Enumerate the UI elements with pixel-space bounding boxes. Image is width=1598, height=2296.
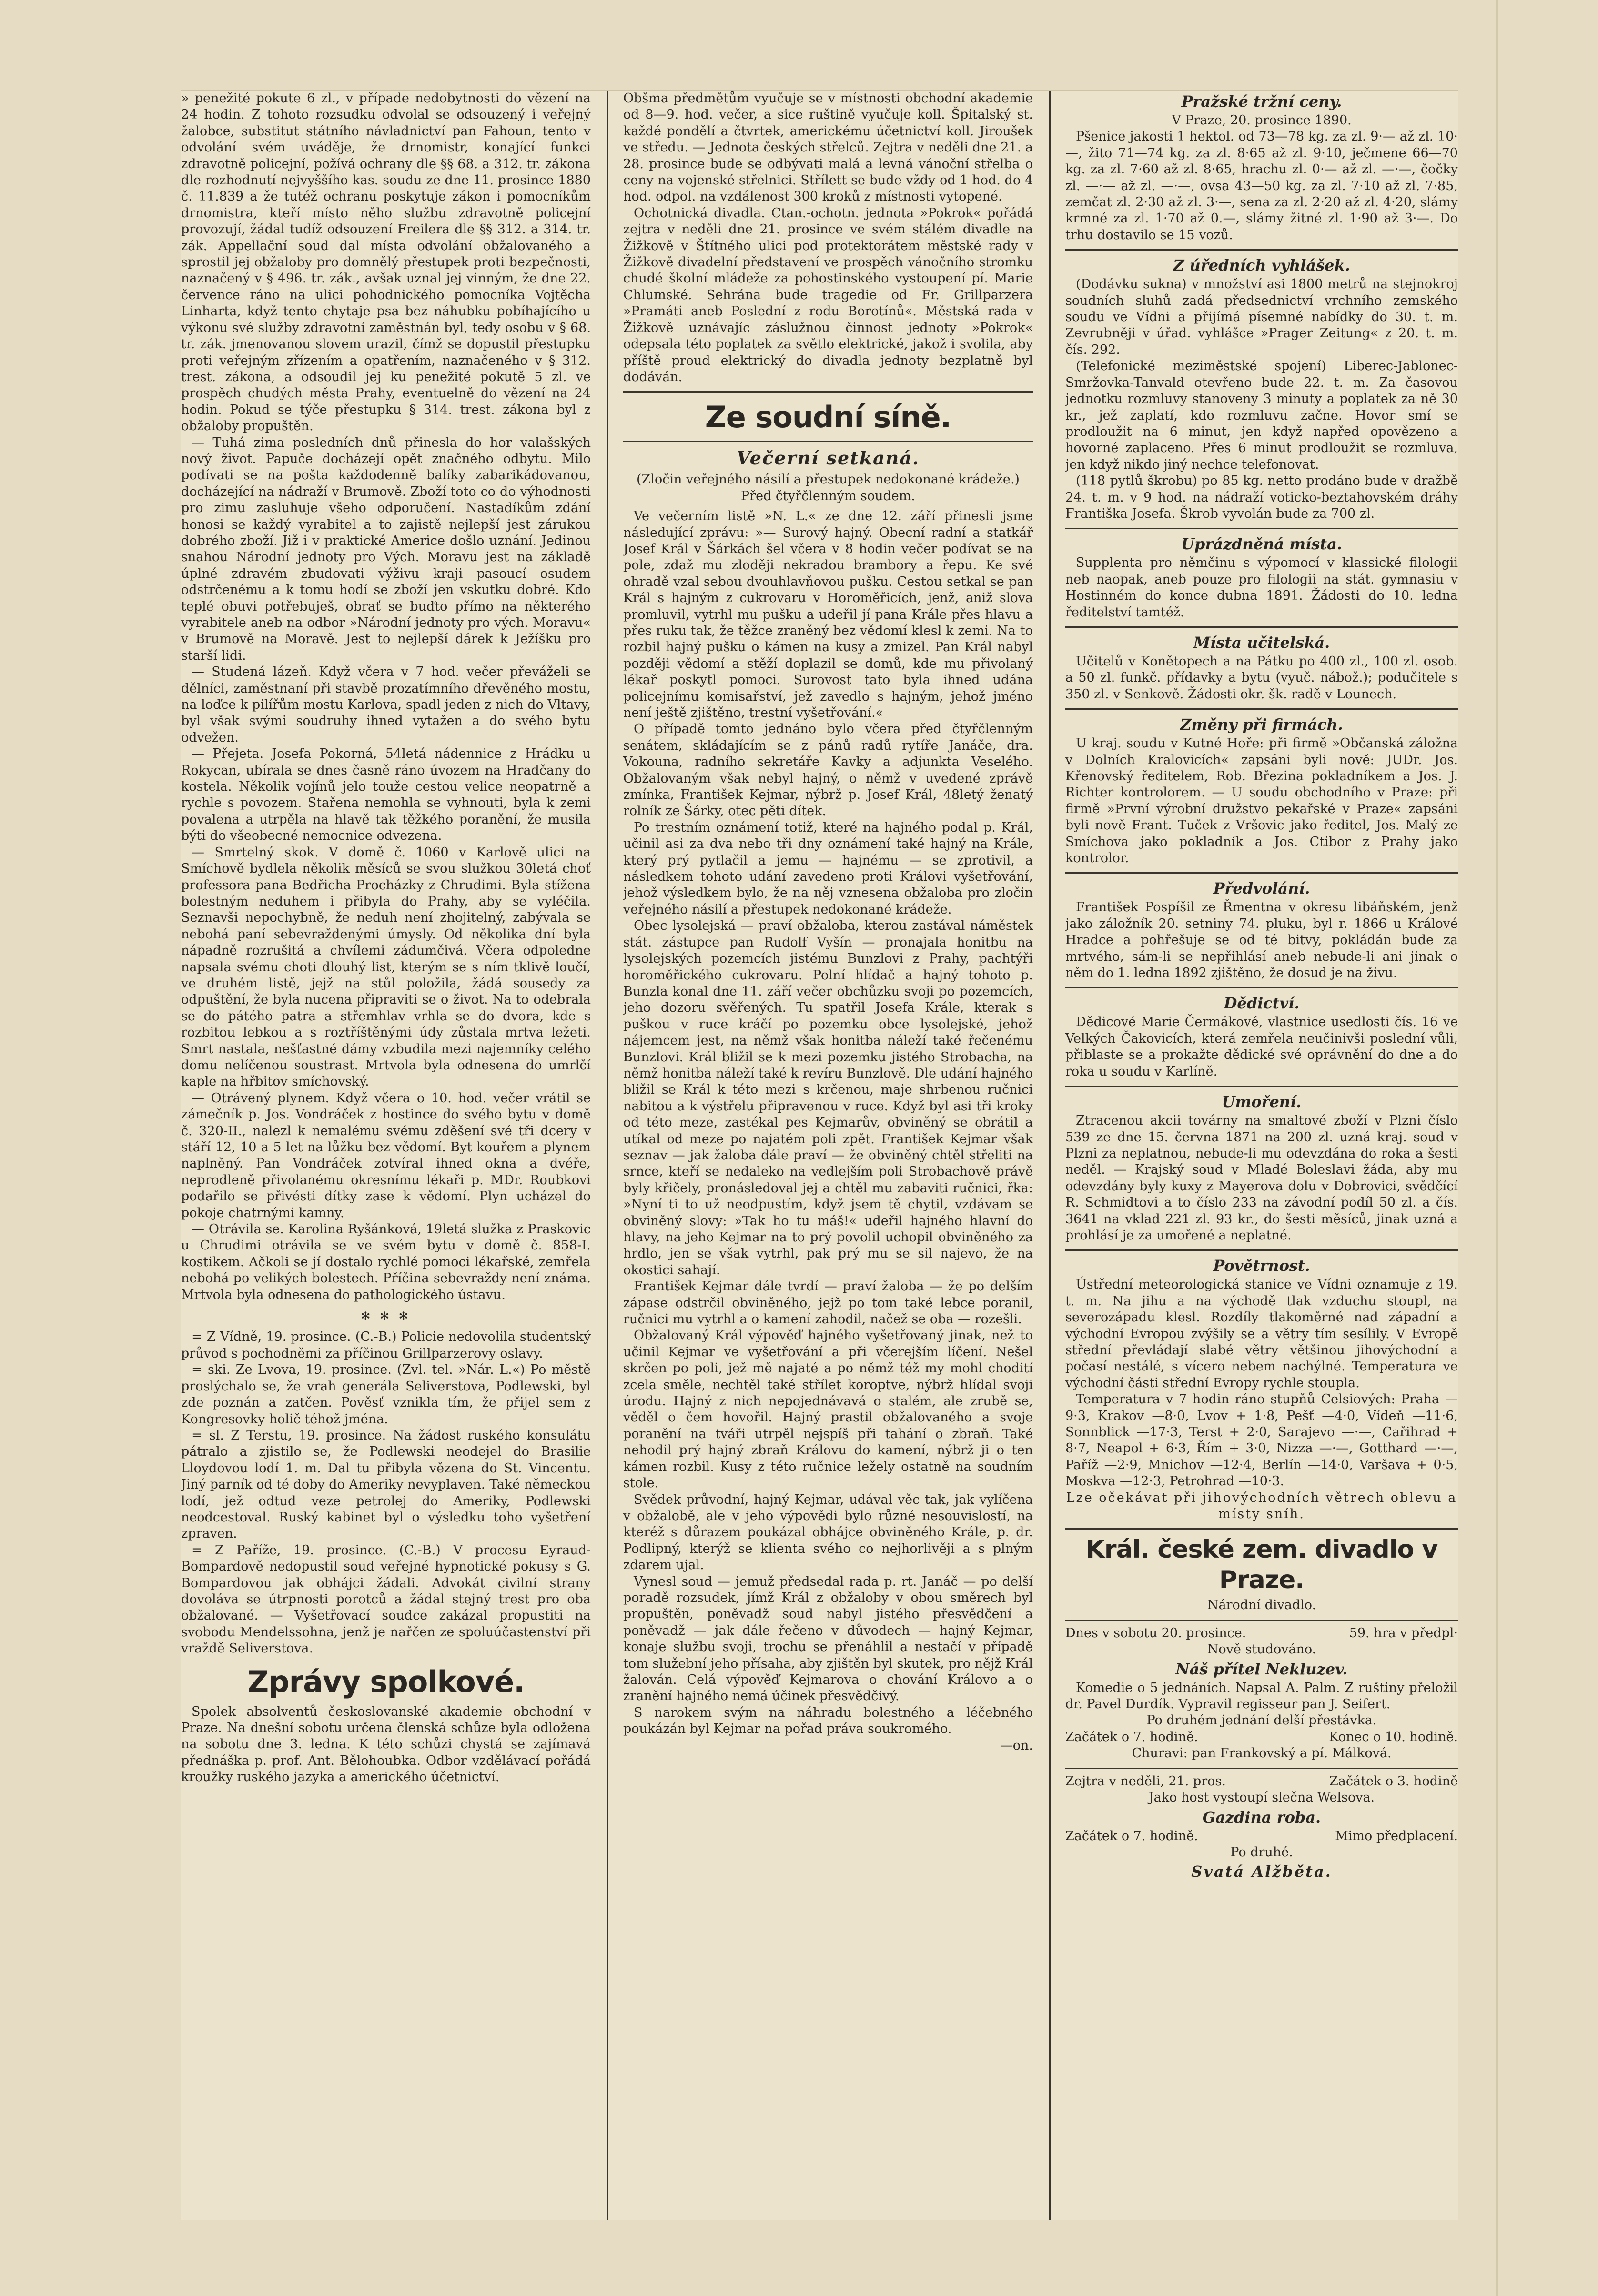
program-subscription: 59. hra v předpl· — [1349, 1625, 1458, 1641]
divider — [1065, 249, 1458, 251]
article-subtitle: (Zločin veřejného násilí a přestupek nedokonané krádeže.) — [637, 472, 1020, 487]
program-end: Konec o 10. hodině. — [1329, 1729, 1458, 1744]
news-item: — Otrávený plynem. Když včera o 10. hod. večer vrátil se zámečník p. Jos. Vondráček z hostince do svého bytu v domě č. 320-II., nalezl k nemalému svému zděšení své tři dcery v stáří 12, 10 a 5 let na lůžku bez vědomí. Byt kouřem a plynem naplněný. Pan Vondráček zotvíral ihned okna a dvéře, neprodleně přivolanému okresnímu lékaři p. MDr. Roubkovi podařilo se přivésti dítky zase k vědomí. Plyn ucházel do pokoje chatrnými kamny. — [181, 1090, 591, 1220]
section-heading: Místa učitelská. — [1193, 633, 1330, 652]
market-prices: Pšenice jakosti 1 hektol. od 73—78 kg. za zl. 9·— až zl. 10·—, žito 71—74 kg. za zl. 8·65 až zl. 9·10, ječmene 66—70 kg. za zl. 7·60 až zl. 8·65, hrachu zl. 0·— až zl. —·—, čočky zl. —·— až zl. —·—, ovsa 43—50 kg. za zl. 7·10 až zl. 7·85, zemčat zl. 2·30 až zl. 3·—, sena za zl. 2·20 až zl. 4·20, slámy krmné za zl. 1·70 až 0.—, slámy žitné zl. 1·90 až 3·—. Do trhu dostavilo se 15 vozů. — [1065, 129, 1458, 242]
divider — [1065, 626, 1458, 628]
article-title: Večerní setkaná. — [736, 447, 920, 469]
program-note: Jako host vystoupí slečna Welsova. — [1148, 1790, 1375, 1805]
section-heading: Změny při firmách. — [1180, 715, 1343, 734]
divider — [1065, 528, 1458, 529]
divider — [1065, 1086, 1458, 1087]
section-heading: Pražské tržní ceny. — [1181, 92, 1342, 111]
article-subtitle: Před čtyřčlenným soudem. — [741, 488, 915, 504]
play-title: Náš přítel Nekluzev. — [1175, 1660, 1348, 1678]
telegram-item: = Z Vídně, 19. prosince. (C.-B.) Policie nedovolila studentský průvod s pochodněmi za příčinou Grillparzerovy oslavy. — [181, 1329, 591, 1361]
section-heading: Předvolání. — [1213, 879, 1310, 898]
divider — [1065, 987, 1458, 988]
news-item: — Smrtelný skok. V domě č. 1060 v Karlově ulici na Smíchově bydlela několik měsíců se svou služkou 30letá choť professora pana Bedřicha Procházky z Chrudimi. Byla stížena bolestným neduhem i přibyla do Prahy, aby se vyléčila. Seznavši nepochybně, že neduh není zhojitelný, zabývala se nebohá paní sebevraždenými úmysly. Od několika dní byla nápadně rozrušitá a chvílemi zádumčivá. Včera odpoledne napsala svému choti dlouhý list, kterým se s ním tklivě loučí, ve druhém listě, jejž na stůl položila, žádá sousedy za odpuštění, že byla nucena připraviti se o život. Na to odebrala se do pátého patra a střemhlav vrhla se do dvora, kde s rozbitou lebkou a s roztříštěnými údy zůstala mrtva ležeti. Smrt nastala, nešťastné dámy vzbudila mezi najemníky celého domu nelíčenou soustrast. Mrtvola byla odnesena do umrlčí kaple na hřbitov smíchovský. — [181, 845, 591, 1089]
notice-item: (Dodávku sukna) v množství asi 1800 metrů na stejnokroj soudních sluhů zadá předsednictví vrchního zemského soudu ve Vídni a přijímá písemné nabídky do 30. t. m. Zevrubněji v úřad. vyhlášce »Prager Zeitung« z 20. t. m. čís. 292. — [1065, 277, 1458, 357]
column-rule — [1049, 91, 1051, 2220]
news-item: — Otrávila se. Karolina Ryšánková, 19letá služka z Praskovic u Chrudimi otrávila se ve svém bytu v domě č. 858-I. kostikem. Ačkoli se jí dostalo rychlé pomoci lékařské, zemřela nebohá po velikých bolestech. Příčina sebevraždy není známa. Mrtvola byla odnesena do pathologického ústavu. — [181, 1222, 591, 1302]
section-heading: Umoření. — [1222, 1093, 1302, 1111]
column-3 — [1065, 91, 1458, 2220]
article-text: Obec lysolejská — praví obžaloba, kterou zastával náměstek stát. zástupce pan Rudolf Vyšín — pronajala honitbu na lysolejských pozemcích jistému Bunzlovi z Prahy, pachtýři horoměřického cukrovaru. Polní hlídač a hajný tohoto p. Bunzla konal dne 11. září večer obchůzku svoji po pozemcích, jeho dozoru svěřených. Tu spatřil Josefa Krále, kterak s puškou v ruce kráčí po pozemku obce lysolejské, jehož nájemcem jest, na němž však honitba náleží také řečenému Bunzlovi. Král bližil se k mezi pozemku jistého Strobacha, na němž honitba náleží také k revíru Bunzlově. Dle udání hajného bližil se Král k této mezi s krčenou, maje shrbenou ručnici nabitou a k výstřelu připravenou v ruce. Když byl asi tři kroky od této meze, zastékal pes Kejmarův, obviněný se obrátil a utíkal od meze po najatém poli zpět. František Kejmar však seznav — jak žaloba dále praví — že obviněný chtěl střeliti na srnce, kteří se nedaleko na vedlejším poli Strobachově právě byly křičely, pronásledoval jej a chtěl mu zabaviti ručnici, řka: »Nyní ti to už neodpustím, když jsem tě chytil, vzdávam se obviněný slovy: »Tak ho tu máš!« udeřil hajného hlavní do hlavy, na jeho Kejmar na to prý povolil uchopil obviněného za hrdlo, jen se však vytrhl, pak prý mu se sil najevo, že na okostici sahají. — [623, 918, 1033, 1278]
page-fold — [1496, 0, 1498, 2296]
program-start: Začátek o 7. hodině. — [1065, 1828, 1198, 1843]
telegram-item: = Z Paříže, 19. prosince. (C.-B.) V procesu Eyraud-Bompardově nedopustil soud veřejné hypnotické pokusy s G. Bompardovou jak obhájci žádali. Advokát civilní strany dovoláva se útrpnosti porotců a žádal stejný trest pro oba obžalované. — Vyšetřovací soudce zakázal propustiti na svobodu Mendelssohna, jenž je nařčen ze spoluúčastenství při vraždě Seliverstova. — [181, 1542, 591, 1656]
program-row — [1065, 1729, 1458, 1745]
forecast: Lze očekávat při jihovýchodních větrech oblevu a místy sníh. — [1066, 1490, 1457, 1522]
notice-item: (118 pytlů škrobu) po 85 kg. netto prodáno bude v dražbě 24. t. m. v 9 hod. na nádraží voticko-beztahovském dráhy Františka Josefa. Škrob vyvolán bude za 700 zl. — [1065, 473, 1458, 521]
program-date: Dnes v sobotu 20. prosince. — [1065, 1625, 1246, 1641]
news-item: — Přejeta. Josefa Pokorná, 54letá nádennice z Hrádku u Rokycan, ubírala se dnes časně ráno úvozem na Hradčany do kostela. Několik vojínů jelo touže cestou velice neopatrně a rychle s povozem. Stařena nemohla se vyhnouti, byla k zemi povalena a utrpěla na hlavě tak těžkého poranění, že musila býti do všeobecné nemocnice odvezena. — [181, 746, 591, 844]
notice-item: Učitelů v Konětopech a na Pátku po 400 zl., 100 zl. osob. a 50 zl. funkč. přídavky a bytu (vyuč. nábož.); podučitele s 350 zl. v Senkově. Žádosti okr. šk. radě v Lounech. — [1065, 654, 1458, 702]
divider — [1065, 1528, 1458, 1530]
section-heading: Povětrnost. — [1213, 1257, 1310, 1275]
article-text: » penežité pokute 6 zl., v případe nedobytnosti do vězení na 24 hodin. Z tohoto rozsudku odvolal se odsouzený i veřejný žalobce, substitut státního návladnictví pan Fahoun, tento v odvolání svém uváděje, že drnomistr, konající funkci zdravotně policejní, požívá ochrany dle §§ 68. a 312. tr. zákona dle rozhodnutí nejvyššího kas. soudu ze dne 11. prosince 1880 č. 11.839 a že tutéž ochranu poskytuje zákon i pomocníkům drnomistra, kteří místo něho službu zdravotně policejní provozují, žádal tudíž odsouzení Freilera dle §§ 312. a 314. tr. zák. Appellační soud dal místa odvolání obžalovaného a sprostil jej obžaloby pro domnělý přestupek proti bezpečnosti, naznačený v § 496. tr. zák., avšak uznal jej vinným, že dne 22. července ráno na ulici pohodnického pomocníka Vojtěcha Linharta, když tento chytaje psa bez náhubku pobíhajícího u výkonu své služby zdravotní zaměstnán byl, tedy osobu v § 68. tr. zák. jmenovanou slovem urazil, čímž se dopustil přestupku proti veřejným zřízením a opatřením, naznačeného v § 312. trest. zákona, a odsoudil jej ku penežité pokutě 5 zl. ve prospěch chudých města Prahy, eventuelně do vězení na 24 hodin. Pokud se týče přestupku § 314. trest. zákona byl z obžaloby propuštěn. — [181, 91, 591, 434]
program-row — [1065, 1625, 1458, 1641]
section-heading: Dědictví. — [1224, 994, 1300, 1013]
divider — [623, 441, 1033, 442]
article-text: František Kejmar dále tvrdí — praví žaloba — že po delším zápase odstrčil obviněného, jejž po tom také lebce poranil, ručnici mu vytrhl a o kamení zahodil, načež se oba — rozešli. — [623, 1279, 1033, 1327]
divider — [1065, 1768, 1458, 1769]
program-start: Začátek o 3. hodině — [1329, 1773, 1458, 1789]
news-item: Spolek absolventů českoslovanské akademie obchodní v Praze. Na dnešní sobotu určena členská schůze byla odložena na sobotu dne 3. ledna. K této schůzi chystá se zajímavá přednáška p. prof. Ant. Bělohoubka. Odbor vzdělávací pořádá kroužky ruského jazyka a amerického účetnictví. — [181, 1704, 591, 1785]
theatre-heading: Král. české zem. divadlo v Praze. — [1085, 1535, 1438, 1595]
section-heading: Ze soudní síně. — [705, 400, 951, 435]
signature: —on. — [1000, 1738, 1033, 1753]
program-note: Po druhém jednání delší přestávka. — [1146, 1713, 1377, 1728]
ornament-divider: ✻ ✻ ✻ — [361, 1309, 411, 1323]
program-note: Nově studováno. — [1207, 1642, 1316, 1657]
telegram-item: = sl. Z Terstu, 19. prosince. Na žádost ruského konsulátu pátralo a zjistilo se, že Podlewski neodejel do Brasilie Lloydovou lodí 1. m. Dal tu přibyla vězena do St. Vincentu. Jiný parník od té doby do Ameriky nevyplaven. Také německou lodí, jež odtud veze petrolej do Ameriky, Podlewski neodcestoval. Ruský kabinet byl o výsledku toho vyšetření zpraven. — [181, 1428, 591, 1541]
divider — [1065, 1620, 1458, 1621]
article-text: Obžalovaný Král výpověď hajného vyšetřovaný jinak, než to učinil Kejmar ve vyšetřování a při včerejším líčení. Nešel skrčen po poli, jež mě najaté a po němž též my mohl chodití zcela směle, nechtěl také střílet koroptve, nýbrž hlídal svoji úrodu. Hajný z nich nepojednávavá o stalém, ale zrubě se, věděl o čem hovořil. Hajný prastil obžalovaného a svoje poranění na tváři utrpěl nejspíš při tahání o zbraň. Také nehodil prý hajný zbraň Královu do kamení, nýbrž ji o ten kámen rozbil. Kusy z této ručnice ležely ostatně na soudním stole. — [623, 1328, 1033, 1491]
section-heading: Uprázdněná místa. — [1181, 535, 1342, 554]
program-date: Zejtra v neděli, 21. pros. — [1065, 1773, 1226, 1789]
article-text: Ve večerním listě »N. L.« ze dne 12. září přinesli jsme následující zprávu: »— Surový hajný. Obecní radní a statkář Josef Král v Šárkách šel včera v 8 hodin večer podívat se na pole, zdaž mu zloději nekradou brambory a řepu. Ke své ohradě vzal sebou dvouhlavňovou pušku. Cestou setkal se pan Král s hajným z cukrovaru v Horoměřicích, jenž, aniž slova promluvil, vytrhl mu pušku a udeřil jí pana Krále přes hlavu a přes ruku tak, že těžce zraněný bez vědomí klesl k zemi. Na to rozbil hajný pušku o kámen na kusy a zmizel. Pan Král nabyl později vědomí a stěží doplazil se domů, kde mu přivolaný lékař poskytl pomoci. Surovost tato byla ihned udána policejnímu komisařství, jež zavedlo s hajným, jehož jméno není ještě zjištěno, trestní vyšetřování.« — [623, 509, 1033, 720]
notice-item: Ztracenou akcii továrny na smaltové zboží v Plzni číslo 539 ze dne 15. června 1871 na 200 zl. uzná kraj. soud v Plzni za neplatnou, nebude-li mu odevzdána do roka a šesti neděl. — Krajský soud v Mladé Boleslavi žáda, aby mu odevzdány byly kuxy z Mayerova dolu v Dobrovici, svědčící R. Schmidtovi a to číslo 233 na závodní podíl 50 zl. a čís. 3641 na vklad 221 zl. 93 kr., do šesti měsíců, jinak uzná a prohlásí je za umořené a neplatné. — [1065, 1113, 1458, 1243]
article-text: Vynesl soud — jemuž předsedal rada p. rt. Janáč — po delší poradě rozsudek, jímž Král z obžaloby v obou směrech byl propuštěn, poněvadž soud nabyl jistého přesvědčení a poněvadž — jak dále řečeno v důvodech — hajný Kejmar, konaje službu svoji, trochu se přenáhlil a nestačí v případě tom služební jeho přísaha, aby zjištěn byl skutek, pro nějž Král žalován. Celá výpověď Kejmarova o chování Královo a o zranění hajného nemá účinek přesvědčivý. — [623, 1574, 1033, 1704]
notice-item: Supplenta pro němčinu s výpomocí v klassické filologii neb naopak, aneb pouze pro filologii na stát. gymnasiu v Hostinném do konce dubna 1891. Žádosti do 10. ledna ředitelství tamtéž. — [1065, 555, 1458, 620]
theatre-subheading: Národní divadlo. — [1207, 1598, 1316, 1613]
program-cast: Churavi: pan Frankovský a pí. Málková. — [1132, 1746, 1392, 1761]
program-start: Začátek o 7. hodině. — [1065, 1729, 1198, 1744]
notice-item: U kraj. soudu v Kutné Hoře: při firmě »Občanská záložna v Dolních Kralovicích« zapsáni byli nově: JUDr. Jos. Křenovský ředitelem, Rob. Březina pokladníkem a Jos. J. Richter kontrolorem. — U soudu obchodního v Praze: při firmě »První výrobní družstvo pekařské v Praze« zapsáni byli nově Frant. Tuček z Vršovic jako ředitel, Jos. Malý ze Smíchova jako pokladník a Jos. Ctibor z Prahy jako kontrolor. — [1065, 736, 1458, 866]
section-heading: Zprávy spolkové. — [247, 1664, 525, 1699]
news-item: — Tuhá zima posledních dnů přinesla do hor valašských nový život. Papuče docházejí opět značného odbytu. Milo podívati se na pošta každodenně balíky zabarikádovanou, docházející na nádraží v Brumově. Zboží toto co do výhodnosti pro zimu zasluhuje všeho odporučení. Nastadíkům zdání honosi se každý vyrabitel a to zajistě nejlepší jest zárukou dobrého zboží. Již i v praktické Americe došlo uznání. Jedinou snahou Národní jednoty pro Vých. Moravu jest na základě úplné zdravém zbudovati výživu kraji pasoucí osudem odstrčenému a k tomu hodí se zboží jen vskutku dobré. Kdo teplé obuvi potřebuješ, obrať se buďto přímo na některého vyrabitele aneb na odbor »Národní jednoty pro vých. Moravu« v Brumově na Moravě. Jest to nejlepší dárek k Ježíšku pro starší lidi. — [181, 435, 591, 663]
divider — [1065, 1249, 1458, 1251]
notice-item: Dědicové Marie Čermákové, vlastnice usedlosti čís. 16 ve Velkých Čakovicích, která zemřela neučinivši poslední vůli, přiblaste se a prokažte dědické své oprávnění do dne a do roka u soudu v Karlíně. — [1065, 1015, 1458, 1079]
notice-item: František Pospíšil ze Řmentna v okresu libáňském, jenž jako záložník 20. setniny 74. pluku, byl r. 1866 u Králové Hradce a pohřešuje se od té bitvy, pokládán bude za mrtvého, sám-li se nepřihlásí aneb nebude-li ani jinak o něm do 1. ledna 1892 zjištěno, že dosud je na živu. — [1065, 900, 1458, 981]
article-text: S narokem svým na náhradu bolestného a léčebného poukázán byl Kejmar na pořad práva soukromého. — [623, 1705, 1033, 1737]
program-row — [1065, 1773, 1458, 1790]
program-note: Po druhé. — [1230, 1844, 1293, 1860]
article-text: Po trestním oznámení totiž, které na hajného podal p. Král, učinil asi za dva nebo tři dny oznámení také hajný na Krále, který prý pytlačil a jemu — hajnému — se zprotivil, a následkem tohoto udání zavedeno proti Královi vyšetřování, jehož výsledkem bylo, že na něj vznesena obžaloba pro zločin veřejného násilí a přestupek nedokonané krádeže. — [623, 820, 1033, 917]
temperature-list: Temperatura v 7 hodin ráno stupňů Celsiových: Praha —9·3, Krakov —8·0, Lvov + 1·8, Pešť —4·0, Vídeň —11·6, Sonnblick —17·3, Terst + 2·0, Sarajevo —·—, Cařihrad + 8·7, Neapol + 6·3, Řím + 3·0, Nizza —·—, Gotthard —·—, Paříž —2·9, Mnichov —12·4, Berlín —14·0, Varšava + 0·5, Moskva —12·3, Petrohrad —10·3. — [1065, 1392, 1458, 1489]
section-heading: Z úředních vyhlášek. — [1173, 256, 1350, 275]
weather-report: Ústřední meteorologická stanice ve Vídni oznamuje z 19. t. m. Na jihu a na východě tlak vzduchu stoupl, na severozápadu klesl. Rozdíly tlakoměrné nad západní a východní Evropou zvýšily se a větry tím sesílily. V Evropě střední převládají slabé větry většinou jihovýchodní a počasí nestálé, s vícero nebem nachýlné. Temperatura ve východní části střední Evropy rychle stoupla. — [1065, 1277, 1458, 1390]
play-title: Svatá Alžběta. — [1191, 1863, 1332, 1881]
notice-item: (Telefonické meziměstské spojení) Liberec-Jablonec-Smržovka-Tanvald otevřeno bude 22. t. m. Za časovou jednotku rozmluvy stanoveny 3 minuty a poplatek za ně 30 kr., jež zaplatí, kdo rozmluvu začne. Hovor smí se prodloužit na 6 minut, jen když napřed opovězeno a hovorné zaplaceno. Přes 6 minut prodloužit se rozmluva, jen když nikdo jiný nechce telefonovat. — [1065, 359, 1458, 472]
column-rule — [607, 91, 608, 2220]
program-subscription: Mimo předplacení. — [1335, 1828, 1458, 1843]
news-item: Ochotnická divadla. Ctan.-ochotn. jednota »Pokrok« pořádá zejtra v neděli dne 21. prosince ve svém stálém divadle na Žižkově v Štítného ulici pod protektorátem městské rady v Žižkově divadelní představení ve prospěch vánočního stromku chudé školní mládeže za pohostinského vystoupení pí. Marie Chlumské. Sehrána bude tragedie od Fr. Grillparzera »Pramáti aneb Poslední z rodu Borotínů«. Městská rada v Žižkově uznávajíc záslužnou činnost jednoty »Pokrok« odepsala této poplatek za světlo elektrické, jakož i svolila, aby příště proud elektrický do divadla jednoty bezplatně byl dodáván. — [623, 205, 1033, 384]
article-text: O případě tomto jednáno bylo včera před čtyřčlenným senátem, skládajícím se z pánů radů rytíře Janáče, dra. Vokouna, radního sekretáře Kavky a adjunkta Veselého. Obžalovaným však nebyl hajný, o němž v uvedené zprávě zmínka, František Kejmar, nýbrž p. Josef Král, 48letý ženatý rolník ze Šárky, otec pěti dítek. — [623, 722, 1033, 819]
news-item: — Studená lázeň. Když včera v 7 hod. večer převáželi se dělníci, zaměstnaní při stavbě prozatímního dřevěného mostu, na loďce k pilířům mostu Karlova, spadl jeden z nich do Vltavy, byl však svými soudruhy ihned vytažen a do svého bytu odvežen. — [181, 665, 591, 745]
divider — [1065, 708, 1458, 710]
play-title: Gazdina roba. — [1202, 1808, 1321, 1826]
column-1 — [181, 91, 591, 2220]
divider — [623, 391, 1033, 393]
divider — [1065, 872, 1458, 874]
telegram-item: = ski. Ze Lvova, 19. prosince. (Zvl. tel. »Nár. L.«) Po městě proslýchalo se, že vrah generála Seliverstova, Podlewski, byl zde poznán a zatčen. Pověsť vznikla tím, že přijel sem z Kongresovky holič téhož jména. — [181, 1362, 591, 1427]
column-2 — [623, 91, 1033, 2220]
newspaper-page — [181, 91, 1458, 2220]
news-item: Obšma předmětům vyučuje se v místnosti obchodní akademie od 8—9. hod. večer, a sice ruštině vyučuje koll. Špitalský st. každé pondělí a čtvrtek, americkému účetnictví koll. Jiroušek ve středu. — Jednota českých střelců. Zejtra v neděli dne 21. a 28. prosince bude se odbývati malá a levná vánoční střelba o ceny na vojenské střelnici. Střílett se bude vždy od 1 hod. do 4 hod. odpol. na vzdálenost 300 kroků z místnosti vytopené. — [623, 91, 1033, 204]
play-description: Komedie o 5 jednáních. Napsal A. Palm. Z ruštiny přeložil dr. Pavel Durdík. Vypravil regisseur pan J. Seifert. — [1065, 1680, 1458, 1712]
program-row — [1065, 1828, 1458, 1844]
article-text: Svědek průvodní, hajný Kejmar, udával věc tak, jak vylíčena v obžalobě, ale v jeho výpovědi bylo různé nesouvislostí, na kteréž s důrazem poukázal obhájce obviněného Krále, p. dr. Podlipný, kterýž se klienta svého co nejhorlivěji a s plným zdarem ujal. — [623, 1492, 1033, 1573]
dateline: V Praze, 20. prosince 1890. — [1172, 113, 1352, 128]
